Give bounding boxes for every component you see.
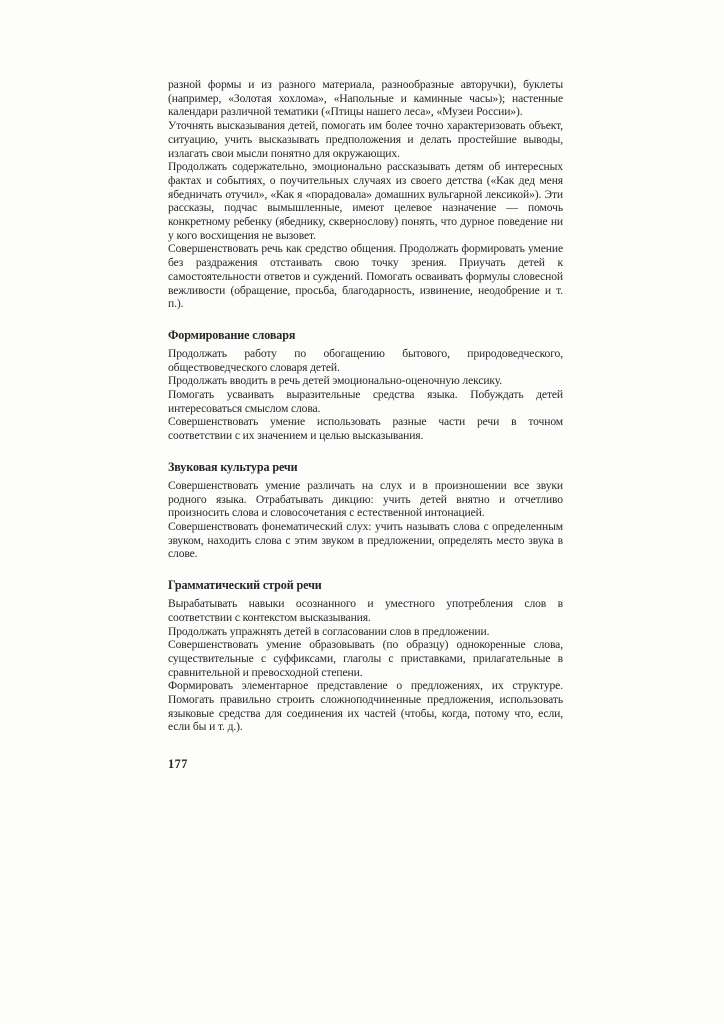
paragraph: Вырабатывать навыки осознанного и уместного употребления слов в соответствии с контекстом высказывания.	[168, 597, 563, 624]
paragraph: Совершенствовать умение использовать разные части речи в точном соответствии с их значением и целью высказывания.	[168, 415, 563, 443]
paragraph: Продолжать упражнять детей в согласовании слов в предложении.	[168, 624, 490, 638]
paragraph: Помогать усваивать выразительные средства языка. Побуждать детей интересоваться смыслом слова.	[168, 388, 563, 415]
paragraph: Продолжать вводить в речь детей эмоционально-оценочную лексику.	[168, 374, 503, 388]
paragraph: Совершенствовать умение различать на слух и в произношении все звуки родного языка. Отрабатывать дикцию: учить детей внятно и отчетливо произносить слова и словосочетания с естественной интонацией.	[168, 478, 563, 520]
section-heading-grammar: Грамматический строй речи	[168, 578, 322, 593]
text-block	[168, 78, 563, 734]
section-heading-vocabulary: Формирование словаря	[168, 327, 296, 342]
section-heading-sound-culture: Звуковая культура речи	[168, 459, 298, 474]
page-number: 177	[168, 757, 188, 771]
paragraph: Совершенствовать фонематический слух: учить называть слова с определенным звуком, находить слова с этим звуком в предложении, определять место звука в слове.	[168, 519, 563, 561]
paragraph: Продолжать работу по обогащению бытового, природоведческого, обществоведческого словаря детей.	[168, 346, 563, 374]
paragraph: Продолжать содержательно, эмоционально рассказывать детям об интересных фактах и событиях, о поучительных случаях из своего детства («Как дед меня ябедничать отучил», «Как я «порадовала» домашних вульгарной лексикой»). Эти рассказы, подчас вымышленные, имеют целевое назначение — помочь конкретному ребенку (ябеднику, сквернослову) понять, что дурное поведение ни у кого восхищения не вызовет.	[168, 160, 563, 242]
paragraph: разной формы и из разного материала, разнообразные авторучки), буклеты (например, «Золотая хохлома», «Напольные и каминные часы»); настенные календари различной тематики («Птицы нашего леса», «Музеи России»).	[168, 78, 563, 119]
paragraph: Совершенствовать умение образовывать (по образцу) однокоренные слова, существительные с суффиксами, глаголы с приставками, прилагательные в сравнительной и превосходной степени.	[168, 638, 563, 679]
paragraph: Совершенствовать речь как средство общения. Продолжать формировать умение без раздражения отстаивать свою точку зрения. Приучать детей к самостоятельности ответов и суждений. Помогать осваивать формулы словесной вежливости (обращение, просьба, благодарность, извинение, неодобрение и т. п.).	[168, 242, 563, 311]
paragraph: Уточнять высказывания детей, помогать им более точно характеризовать объект, ситуацию, учить высказывать предположения и делать простейшие выводы, излагать свои мысли понятно для окружающих.	[168, 119, 563, 160]
paragraph: Формировать элементарное представление о предложениях, их структуре. Помогать правильно строить сложноподчиненные предложения, использовать языковые средства для соединения их частей (чтобы, когда, потому что, если, если бы и т. д.).	[168, 679, 563, 734]
